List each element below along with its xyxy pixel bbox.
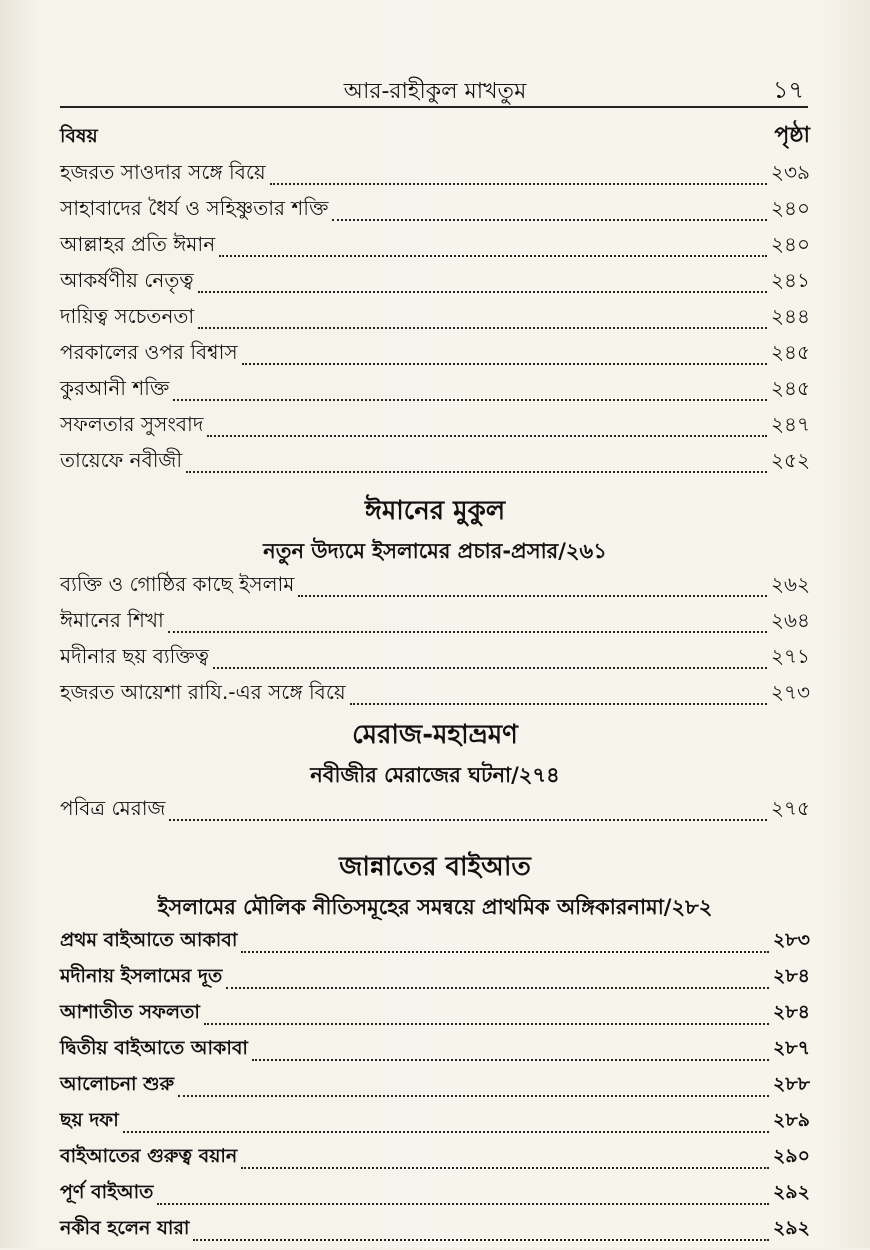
toc-entry xyxy=(60,1214,810,1250)
toc-entry xyxy=(60,1106,810,1142)
entry-page-number: ২৪৪ xyxy=(771,304,810,328)
dot-leader xyxy=(168,631,767,633)
entry-page-number: ২৪১ xyxy=(771,268,810,292)
entry-title: দ্বিতীয় বাইআতে আকাবা xyxy=(60,1037,248,1059)
entry-page-number: ২৪৫ xyxy=(771,376,810,400)
toc-entry xyxy=(60,962,810,998)
entry-title: ঈমানের শিখা xyxy=(60,608,164,632)
toc-entry xyxy=(60,338,810,374)
section-2-entries xyxy=(60,570,810,714)
entry-title: তায়েফে নবীজী xyxy=(60,448,183,472)
entry-page-number: ২৮৪ xyxy=(772,965,810,987)
entry-page-number: ২৬২ xyxy=(770,572,810,596)
dot-leader xyxy=(226,987,769,989)
toc-entry xyxy=(60,926,810,962)
entry-page-number: ২৩৯ xyxy=(771,160,810,184)
toc-entry xyxy=(60,410,810,446)
dot-leader xyxy=(332,219,767,221)
dot-leader xyxy=(178,1095,769,1097)
entry-page-number: ২৪০ xyxy=(771,232,810,256)
entry-page-number: ২৪০ xyxy=(771,196,810,220)
entry-title: সাহাবাদের ধৈর্য ও সহিষ্ণুতার শক্তি xyxy=(60,196,329,220)
toc-entry xyxy=(60,374,810,410)
entry-title: হজরত সাওদার সঙ্গে বিয়ে xyxy=(60,160,266,184)
entry-page-number: ২৯২ xyxy=(772,1181,810,1203)
toc-entry xyxy=(60,998,810,1034)
section-1-entries xyxy=(60,158,810,482)
toc-entry xyxy=(60,570,810,606)
entry-title: দায়িত্ব সচেতনতা xyxy=(60,304,195,328)
dot-leader xyxy=(207,435,767,437)
entry-title: মদীনায় ইসলামের দূত xyxy=(60,965,223,987)
entry-title: মদীনার ছয় ব্যক্তিত্ব xyxy=(60,644,209,668)
entry-page-number: ২৬৪ xyxy=(771,608,810,632)
dot-leader xyxy=(173,399,767,401)
entry-title: পবিত্র মেরাজ xyxy=(60,796,166,820)
book-title: আর-রাহীকুল মাখতুম xyxy=(343,79,527,104)
entry-page-number: ২৮৮ xyxy=(772,1073,810,1095)
toc-entry xyxy=(60,642,810,678)
toc-entry xyxy=(60,794,810,830)
entry-title: আল্লাহর প্রতি ঈমান xyxy=(60,232,216,256)
entry-page-number: ২৯০ xyxy=(772,1145,810,1167)
chapter-subtitle: নবীজীর মেরাজের ঘটনা/২৭৪ xyxy=(310,763,560,787)
entry-title: নকীব হলেন যারা xyxy=(60,1217,190,1239)
header-rule xyxy=(60,106,808,108)
dot-leader xyxy=(241,951,769,953)
toc-entry xyxy=(60,266,810,302)
dot-leader xyxy=(350,703,767,705)
entry-title: আকর্ষণীয় নেতৃত্ব xyxy=(60,268,194,292)
entry-page-number: ২৮৩ xyxy=(772,929,810,951)
entry-page-number: ২৮৯ xyxy=(772,1109,810,1131)
dot-leader xyxy=(298,595,767,597)
entry-title: সফলতার সুসংবাদ xyxy=(60,412,204,436)
dot-leader xyxy=(204,1023,769,1025)
entry-page-number: ২৪৫ xyxy=(771,340,810,364)
entry-page-number: ২৭৩ xyxy=(770,680,810,704)
dot-leader xyxy=(123,1131,769,1133)
entry-title: হজরত আয়েশা রাযি.-এর সঙ্গে বিয়ে xyxy=(60,680,346,704)
table-of-contents xyxy=(60,118,810,1250)
toc-entry xyxy=(60,194,810,230)
toc-entry xyxy=(60,606,810,642)
toc-entry xyxy=(60,1034,810,1070)
chapter-title: জান্নাতের বাইআত xyxy=(339,852,531,882)
entry-page-number: ২৫২ xyxy=(771,448,810,472)
page-number: ১৭ xyxy=(772,76,804,104)
entry-title: প্রথম বাইআতে আকাবা xyxy=(60,929,238,951)
toc-entry xyxy=(60,1178,810,1214)
entry-title: ছয় দফা xyxy=(60,1109,119,1131)
entry-title: পূর্ণ বাইআত xyxy=(60,1181,154,1203)
toc-entry xyxy=(60,158,810,194)
toc-entry xyxy=(60,1070,810,1106)
dot-leader xyxy=(219,255,767,257)
entry-page-number: ২৮৭ xyxy=(772,1037,810,1059)
entry-page-number: ২৪৭ xyxy=(771,412,810,436)
entry-page-number: ২৯২ xyxy=(772,1217,810,1239)
subject-heading: বিষয় xyxy=(60,125,98,147)
toc-entry xyxy=(60,678,810,714)
dot-leader xyxy=(252,1059,769,1061)
entry-title: ব্যক্তি ও গোষ্ঠির কাছে ইসলাম xyxy=(60,572,295,596)
toc-entry xyxy=(60,302,810,338)
running-header xyxy=(60,70,810,104)
entry-page-number: ২৭১ xyxy=(771,644,810,668)
dot-leader xyxy=(169,819,767,821)
entry-title: কুরআনী শক্তি xyxy=(60,376,170,400)
entry-page-number: ২৮৪ xyxy=(772,1001,810,1023)
column-headings xyxy=(60,118,810,158)
dot-leader xyxy=(198,327,767,329)
toc-entry xyxy=(60,230,810,266)
entry-title: আলোচনা শুরু xyxy=(60,1073,175,1095)
entry-title: পরকালের ওপর বিশ্বাস xyxy=(60,340,238,364)
dot-leader xyxy=(242,363,767,365)
chapter-subtitle: নতুন উদ্যমে ইসলামের প্রচার-প্রসার/২৬১ xyxy=(263,539,607,563)
chapter-title: মেরাজ-মহাভ্রমণ xyxy=(352,720,518,750)
section-3-entries xyxy=(60,794,810,830)
dot-leader xyxy=(186,471,767,473)
page-heading: পৃষ্ঠা xyxy=(774,123,810,148)
entry-title: আশাতীত সফলতা xyxy=(60,1001,200,1023)
dot-leader xyxy=(157,1203,769,1205)
chapter-title: ঈমানের মুকুল xyxy=(364,496,506,526)
toc-entry xyxy=(60,446,810,482)
dot-leader xyxy=(270,183,767,185)
dot-leader xyxy=(198,291,767,293)
dot-leader xyxy=(193,1239,769,1241)
dot-leader xyxy=(213,667,767,669)
chapter-subtitle: ইসলামের মৌলিক নীতিসমূহের সমন্বয়ে প্রাথমিক অঙ্গিকারনামা/২৮২ xyxy=(157,895,713,919)
toc-entry xyxy=(60,1142,810,1178)
entry-title: বাইআতের গুরুত্ব বয়ান xyxy=(60,1145,238,1167)
section-4-entries xyxy=(60,926,810,1250)
dot-leader xyxy=(241,1167,769,1169)
entry-page-number: ২৭৫ xyxy=(771,796,810,820)
